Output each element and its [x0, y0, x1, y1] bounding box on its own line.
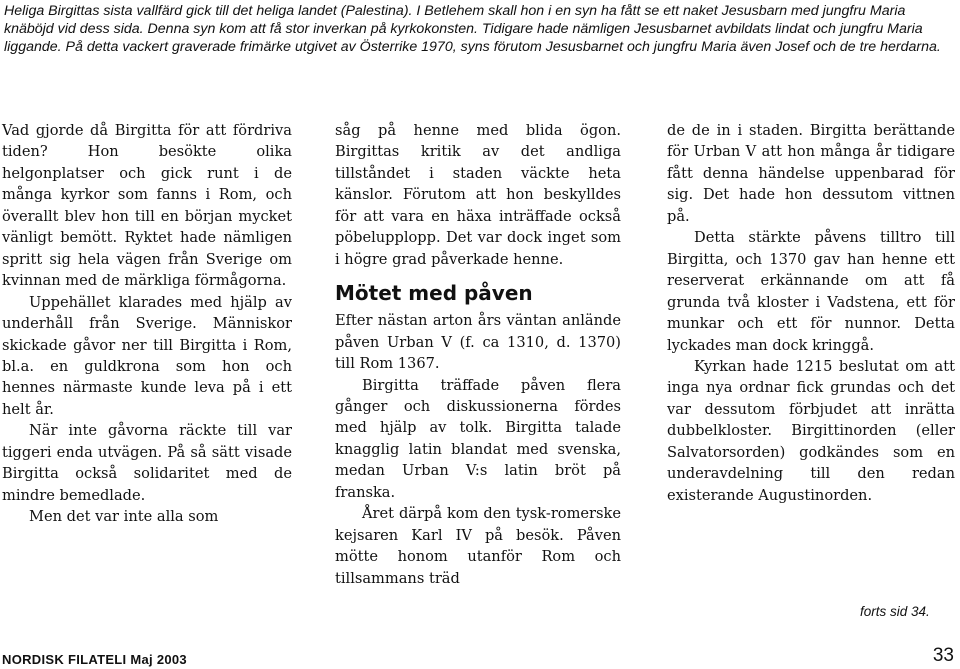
paragraph: Kyrkan hade 1215 beslutat om att inga nya ordnar fick grundas och det var dessutom förbjudet att inrätta dubbelkloster. Birgittinorden (eller Salvatorsorden) godkändes som en underavdelning till den redan existerande Augustinorden. — [667, 357, 955, 504]
column-2 — [335, 120, 621, 589]
paragraph: Uppehället klarades med hjälp av underhåll från Sverige. Människor skickade gåvor ner till Birgitta i Rom, bl.a. en guldkrona som hon och hennes närmaste kunde leva på i ett helt år. — [2, 293, 292, 418]
column-1 — [2, 120, 292, 528]
paragraph: Vad gjorde då Birgitta för att fördriva tiden? Hon besökte olika helgonplatser och gick runt i de många kyrkor som fanns i Rom, och överallt blev hon till en början mycket vänligt bemött. Ryktet hade nämligen spritt sig hela vägen från Sverige om kvinnan med de märkliga förmågorna. — [2, 122, 292, 290]
paragraph: Efter nästan arton års väntan anlände påven Urban V (f. ca 1310, d. 1370) till Rom 1367. — [335, 312, 621, 373]
paragraph: Detta stärkte påvens tilltro till Birgitta, och 1370 gav han henne ett reserverat erkännande om att få grunda två kloster i Vadstena, ett för munkar och ett för nunnor. Detta lyckades man dock kringgå. — [667, 229, 955, 354]
publication-footer: NORDISK FILATELI Maj 2003 — [2, 652, 187, 667]
paragraph: såg på henne med blida ögon. Birgittas kritik av det andliga tillståndet i staden väckte heta känslor. Förutom att hon beskylldes för att vara en häxa inträffade också pöbelupplopp. Det var dock inget som i högre grad påverkade henne. — [335, 122, 621, 268]
paragraph: Men det var inte alla som — [29, 508, 219, 526]
paragraph: Året därpå kom den tysk-romerske kejsaren Karl IV på besök. Påven mötte honom utanför Rom och tillsammans träd — [335, 505, 621, 587]
caption-text: Heliga Birgittas sista vallfärd gick till det heliga landet (Palestina). I Betlehem skall hon i en syn ha fått se ett naket Jesusbarn med jungfru Maria knäböjd vid dess sida. Denna syn kom att få stor inverkan på kyrkokonsten. Tidigare hade nämligen Jesusbarnet avbildats lindat och jungfru Maria liggande. På detta vackert graverade frimärke utgivet av Österrike 1970, syns förutom Jesusbarnet och jungfru Maria även Josef och de tre herdarna. — [4, 3, 941, 56]
paragraph: Birgitta träffade påven flera gånger och diskussionerna fördes med hjälp av tolk. Birgitta talade knagglig latin blandat med svenska, medan Urban V:s latin bröt på franska. — [335, 376, 621, 501]
page-number: 33 — [932, 645, 954, 666]
stamp-caption — [4, 2, 956, 57]
column-3 — [667, 120, 955, 506]
paragraph: När inte gåvorna räckte till var tiggeri enda utvägen. På så sätt visade Birgitta också solidaritet med de mindre bemedlade. — [2, 422, 292, 504]
section-heading: Mötet med påven — [335, 281, 533, 306]
paragraph: de de in i staden. Birgitta berättande för Urban V att hon många år tidigare fått denna händelse uppenbarad för sig. Det hade hon dessutom vittnen på. — [667, 122, 955, 225]
continued-note: forts sid 34. — [860, 604, 930, 619]
